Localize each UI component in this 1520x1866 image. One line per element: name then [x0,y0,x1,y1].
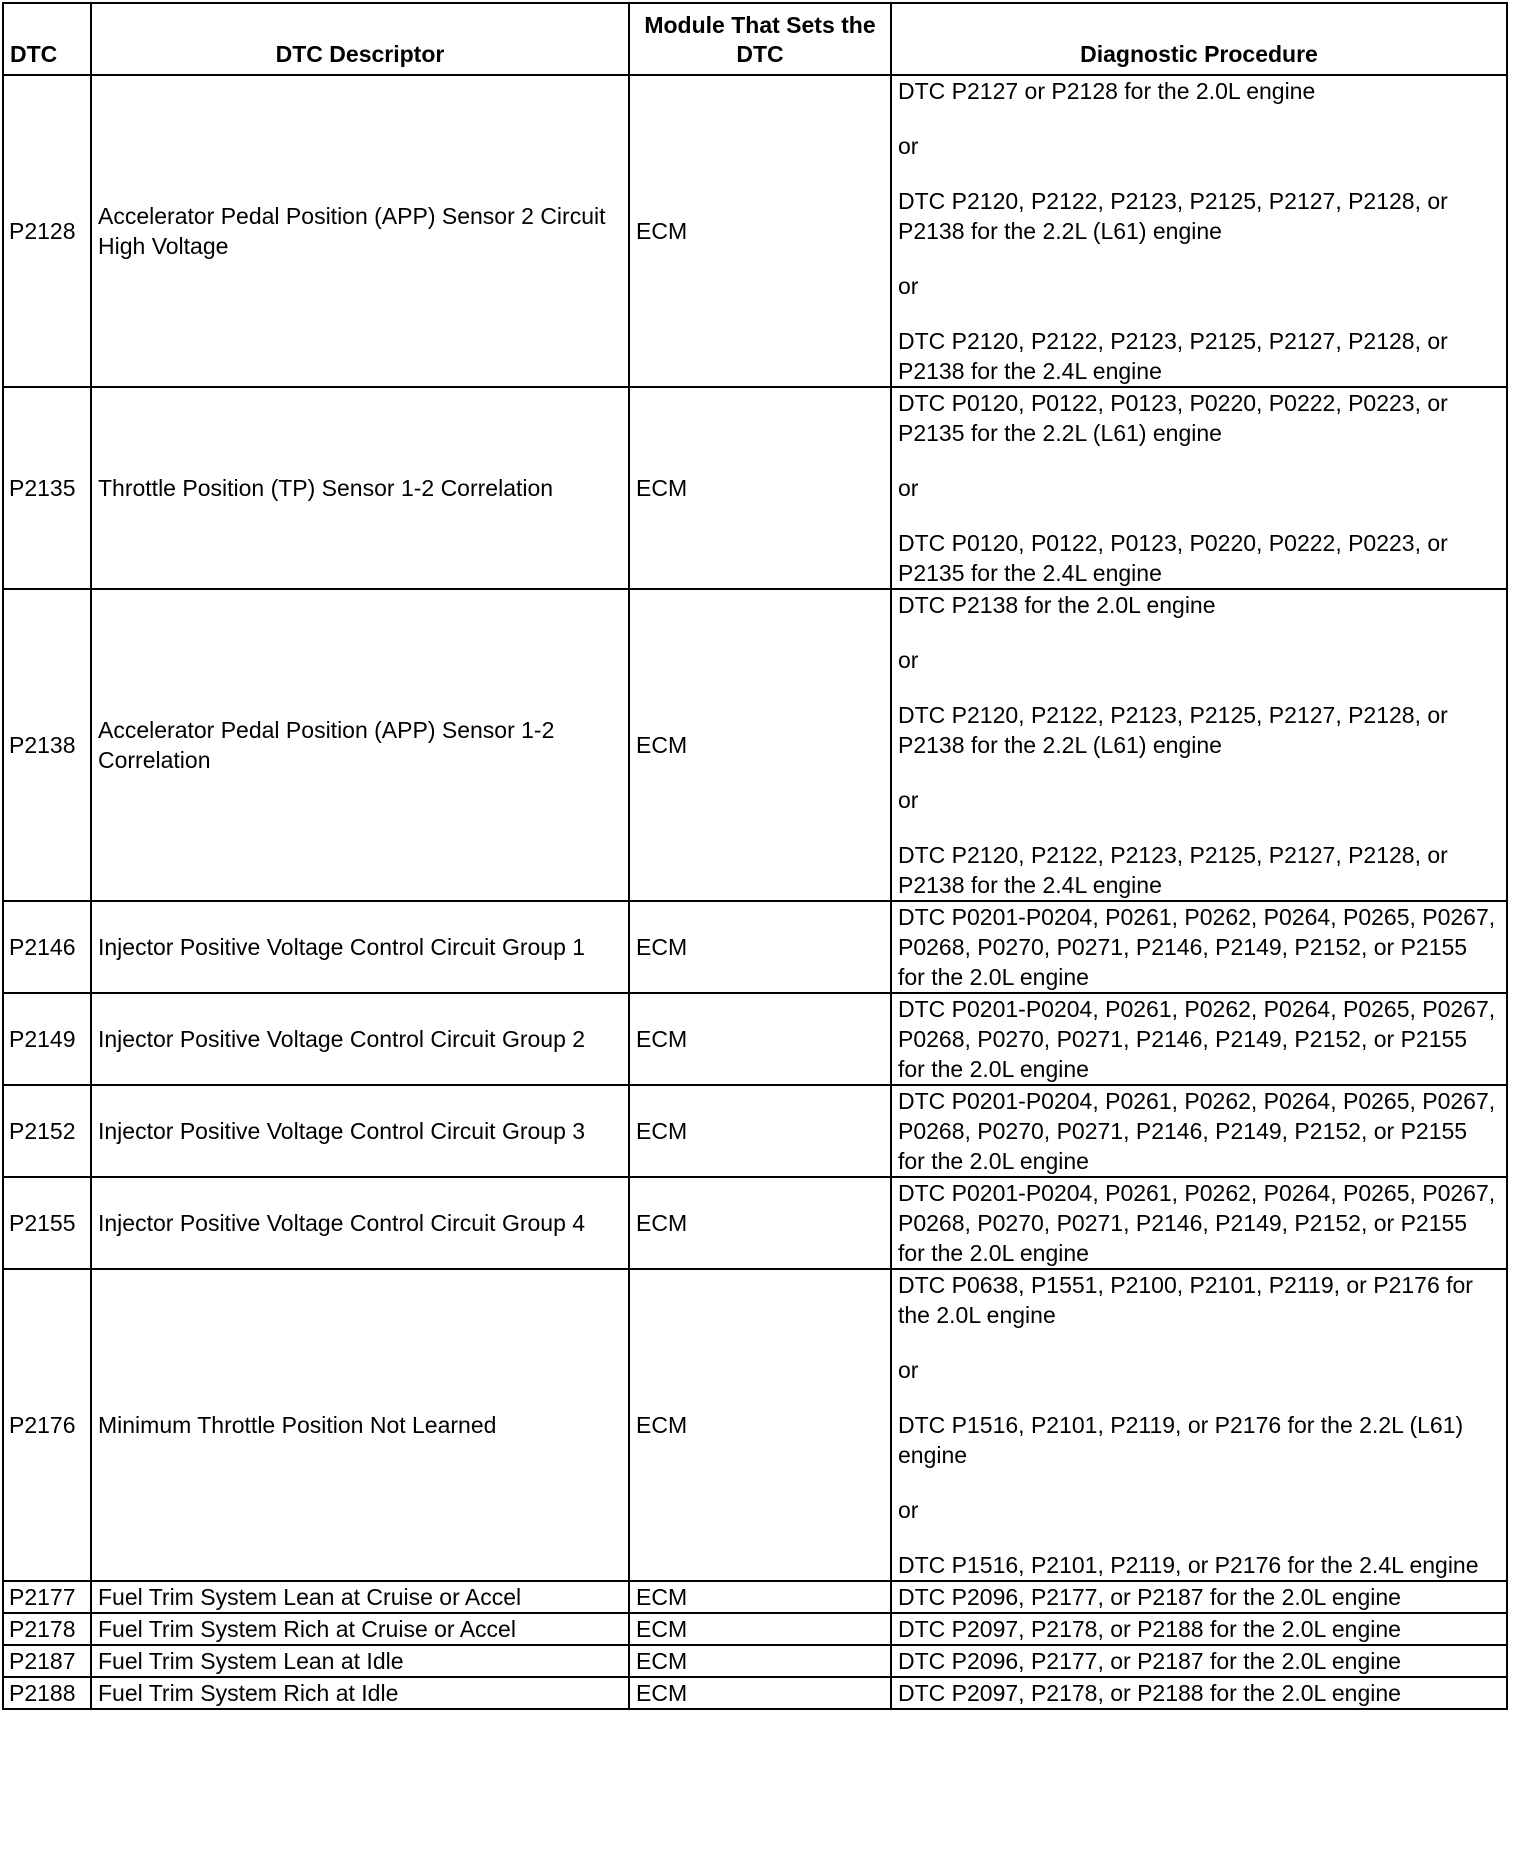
diagnostic-procedure [891,75,1507,387]
dtc-descriptor: Fuel Trim System Rich at Cruise or Accel [91,1613,629,1645]
module-name: ECM [629,1269,891,1581]
procedure-line: DTC P2120, P2122, P2123, P2125, P2127, P2128, or P2138 for the 2.4L engine [898,842,1448,898]
table-row [3,1645,1507,1677]
procedure-line: DTC P1516, P2101, P2119, or P2176 for the 2.2L (L61) engine [898,1412,1464,1468]
header-module: Module That Sets the DTC [629,3,891,75]
procedure-line: DTC P2120, P2122, P2123, P2125, P2127, P2128, or P2138 for the 2.2L (L61) engine [898,188,1448,244]
dtc-descriptor: Fuel Trim System Lean at Idle [91,1645,629,1677]
procedure-line: DTC P2120, P2122, P2123, P2125, P2127, P2128, or P2138 for the 2.2L (L61) engine [898,702,1448,758]
module-name: ECM [629,901,891,993]
procedure-line: DTC P0120, P0122, P0123, P0220, P0222, P0223, or P2135 for the 2.2L (L61) engine [898,390,1448,446]
table-row [3,1581,1507,1613]
paragraph-gap [898,161,1500,186]
paragraph-gap [898,760,1500,785]
diagnostic-procedure [891,1177,1507,1269]
header-descriptor: DTC Descriptor [91,3,629,75]
diagnostic-procedure [891,901,1507,993]
dtc-descriptor: Accelerator Pedal Position (APP) Sensor 1-2 Correlation [91,589,629,901]
module-name: ECM [629,1645,891,1677]
table-row [3,1177,1507,1269]
header-procedure: Diagnostic Procedure [891,3,1507,75]
dtc-descriptor: Injector Positive Voltage Control Circuit Group 1 [91,901,629,993]
dtc-code: P2178 [3,1613,91,1645]
procedure-or: or [898,787,919,813]
dtc-code: P2138 [3,589,91,901]
paragraph-gap [898,106,1500,131]
dtc-descriptor: Injector Positive Voltage Control Circuit Group 3 [91,1085,629,1177]
module-name: ECM [629,589,891,901]
procedure-or: or [898,1497,919,1523]
procedure-or: or [898,1357,919,1383]
paragraph-gap [898,675,1500,700]
dtc-code: P2149 [3,993,91,1085]
diagnostic-procedure [891,589,1507,901]
procedure-line: DTC P0201-P0204, P0261, P0262, P0264, P0265, P0267, P0268, P0270, P0271, P2146, P2149, P2152, or P2155 for the 2.0L engine [898,1180,1496,1266]
paragraph-gap [898,448,1500,473]
dtc-code: P2188 [3,1677,91,1709]
paragraph-gap [898,815,1500,840]
dtc-descriptor: Throttle Position (TP) Sensor 1-2 Correlation [91,387,629,589]
dtc-descriptor: Injector Positive Voltage Control Circuit Group 2 [91,993,629,1085]
dtc-descriptor: Fuel Trim System Lean at Cruise or Accel [91,1581,629,1613]
procedure-line: DTC P0201-P0204, P0261, P0262, P0264, P0265, P0267, P0268, P0270, P0271, P2146, P2149, P2152, or P2155 for the 2.0L engine [898,1088,1496,1174]
table-row [3,901,1507,993]
header-dtc: DTC [3,3,91,75]
paragraph-gap [898,1525,1500,1550]
procedure-line: DTC P1516, P2101, P2119, or P2176 for the 2.4L engine [898,1552,1479,1578]
paragraph-gap [898,1470,1500,1495]
table-row [3,993,1507,1085]
dtc-descriptor: Fuel Trim System Rich at Idle [91,1677,629,1709]
diagnostic-procedure [891,1085,1507,1177]
procedure-line: DTC P2096, P2177, or P2187 for the 2.0L engine [898,1648,1401,1674]
diagnostic-procedure [891,387,1507,589]
table-row [3,1613,1507,1645]
dtc-code: P2155 [3,1177,91,1269]
diagnostic-procedure [891,1269,1507,1581]
table-row [3,75,1507,387]
module-name: ECM [629,1177,891,1269]
procedure-line: DTC P2097, P2178, or P2188 for the 2.0L engine [898,1680,1401,1706]
procedure-line: DTC P0120, P0122, P0123, P0220, P0222, P0223, or P2135 for the 2.4L engine [898,530,1448,586]
table-row [3,1677,1507,1709]
procedure-or: or [898,647,919,673]
paragraph-gap [898,503,1500,528]
module-name: ECM [629,1085,891,1177]
dtc-code: P2187 [3,1645,91,1677]
module-name: ECM [629,993,891,1085]
dtc-code: P2176 [3,1269,91,1581]
diagnostic-procedure [891,993,1507,1085]
procedure-line: DTC P2120, P2122, P2123, P2125, P2127, P2128, or P2138 for the 2.4L engine [898,328,1448,384]
table-row [3,1085,1507,1177]
paragraph-gap [898,1330,1500,1355]
module-name: ECM [629,1677,891,1709]
paragraph-gap [898,1385,1500,1410]
header-row [3,3,1507,75]
table-row [3,387,1507,589]
dtc-code: P2135 [3,387,91,589]
procedure-line: DTC P2127 or P2128 for the 2.0L engine [898,78,1316,104]
module-name: ECM [629,1581,891,1613]
dtc-descriptor: Accelerator Pedal Position (APP) Sensor 2 Circuit High Voltage [91,75,629,387]
module-name: ECM [629,75,891,387]
paragraph-gap [898,301,1500,326]
procedure-line: DTC P2138 for the 2.0L engine [898,592,1216,618]
diagnostic-procedure [891,1581,1507,1613]
dtc-code: P2152 [3,1085,91,1177]
dtc-table [2,2,1508,1710]
procedure-line: DTC P0201-P0204, P0261, P0262, P0264, P0265, P0267, P0268, P0270, P0271, P2146, P2149, P2152, or P2155 for the 2.0L engine [898,996,1496,1082]
table-row [3,589,1507,901]
diagnostic-procedure [891,1613,1507,1645]
dtc-code: P2146 [3,901,91,993]
module-name: ECM [629,387,891,589]
table-row [3,1269,1507,1581]
procedure-or: or [898,475,919,501]
procedure-line: DTC P2097, P2178, or P2188 for the 2.0L engine [898,1616,1401,1642]
diagnostic-procedure [891,1645,1507,1677]
diagnostic-procedure [891,1677,1507,1709]
procedure-or: or [898,133,919,159]
procedure-or: or [898,273,919,299]
dtc-descriptor: Injector Positive Voltage Control Circuit Group 4 [91,1177,629,1269]
procedure-line: DTC P2096, P2177, or P2187 for the 2.0L engine [898,1584,1401,1610]
dtc-code: P2128 [3,75,91,387]
procedure-line: DTC P0201-P0204, P0261, P0262, P0264, P0265, P0267, P0268, P0270, P0271, P2146, P2149, P2152, or P2155 for the 2.0L engine [898,904,1496,990]
dtc-code: P2177 [3,1581,91,1613]
paragraph-gap [898,246,1500,271]
paragraph-gap [898,620,1500,645]
procedure-line: DTC P0638, P1551, P2100, P2101, P2119, or P2176 for the 2.0L engine [898,1272,1473,1328]
dtc-descriptor: Minimum Throttle Position Not Learned [91,1269,629,1581]
module-name: ECM [629,1613,891,1645]
